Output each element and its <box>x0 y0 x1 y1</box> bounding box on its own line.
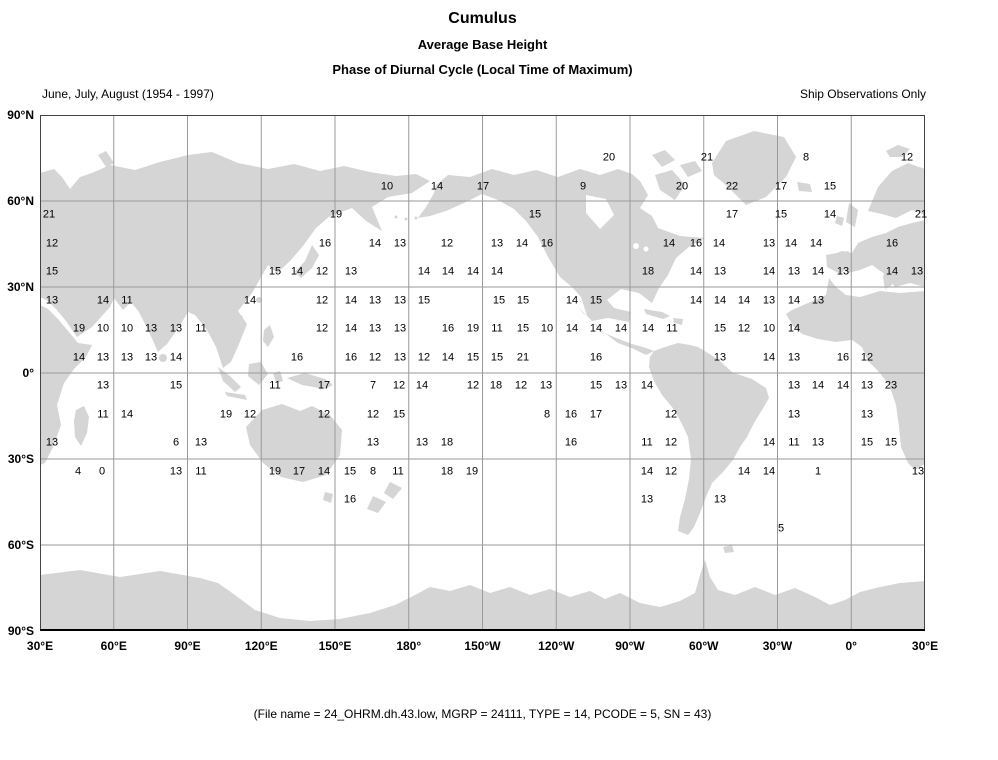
map-value: 13 <box>96 379 110 392</box>
map-value: 15 <box>268 265 282 278</box>
map-value: 14 <box>344 322 358 335</box>
map-value: 12 <box>315 322 329 335</box>
map-value: 10 <box>120 322 134 335</box>
map-value: 11 <box>491 322 503 335</box>
map-value: 15 <box>713 322 727 335</box>
map-value: 16 <box>836 351 850 364</box>
map-value: 12 <box>315 294 329 307</box>
map-value: 19 <box>72 322 86 335</box>
figure-title: Cumulus <box>448 10 517 27</box>
map-value: 13 <box>910 265 924 278</box>
map-value: 12 <box>466 379 480 392</box>
map-value: 13 <box>45 436 59 449</box>
map-value: 13 <box>393 237 407 250</box>
map-value: 23 <box>884 379 898 392</box>
y-axis-label: 30°N <box>7 280 34 294</box>
map-value: 11 <box>641 436 653 449</box>
map-value: 12 <box>514 379 528 392</box>
figure-subtitle-statistic: Phase of Diurnal Cycle (Local Time of Maximum) <box>332 62 633 77</box>
map-value: 11 <box>666 322 678 335</box>
map-value: 14 <box>120 408 134 421</box>
map-value: 14 <box>169 351 183 364</box>
map-value: 16 <box>318 237 332 250</box>
season-note: June, July, August (1954 - 1997) <box>42 87 214 101</box>
map-value: 15 <box>490 351 504 364</box>
map-value: 14 <box>243 294 257 307</box>
x-axis-label: 120°E <box>244 639 278 653</box>
map-value: 12 <box>417 351 431 364</box>
x-axis-label: 150°E <box>318 639 352 653</box>
map-value: 21 <box>914 208 928 221</box>
map-value: 13 <box>811 294 825 307</box>
map-value: 14 <box>96 294 110 307</box>
map-value: 12 <box>664 436 678 449</box>
map-value: 16 <box>540 237 554 250</box>
map-value: 14 <box>641 322 655 335</box>
map-value: 22 <box>725 180 739 193</box>
x-axis-label: 90°W <box>615 639 645 653</box>
map-value: 7 <box>369 379 377 392</box>
map-value: 11 <box>392 465 404 478</box>
map-value: 16 <box>885 237 899 250</box>
map-value: 14 <box>689 294 703 307</box>
x-axis-label: 90°E <box>174 639 201 653</box>
map-value: 12 <box>860 351 874 364</box>
map-value: 12 <box>317 408 331 421</box>
map-value: 9 <box>579 180 587 193</box>
map-value: 15 <box>774 208 788 221</box>
map-value: 14 <box>737 294 751 307</box>
file-caption: (File name = 24_OHRM.dh.43.low, MGRP = 24111, TYPE = 14, PCODE = 5, SN = 43) <box>253 707 712 721</box>
map-value: 17 <box>774 180 788 193</box>
map-value: 15 <box>884 436 898 449</box>
map-value: 14 <box>787 294 801 307</box>
map-value: 10 <box>380 180 394 193</box>
map-value: 13 <box>393 294 407 307</box>
y-axis-label: 0° <box>22 366 34 380</box>
x-axis-label: 60°W <box>689 639 719 653</box>
map-value: 12 <box>737 322 751 335</box>
map-value: 12 <box>392 379 406 392</box>
map-value: 14 <box>784 237 798 250</box>
map-value: 14 <box>885 265 899 278</box>
map-value: 13 <box>120 351 134 364</box>
map-value: 8 <box>802 151 810 164</box>
x-axis-label: 180° <box>396 639 422 653</box>
map-value: 16 <box>689 237 703 250</box>
map-value: 19 <box>465 465 479 478</box>
x-axis-label: 30°W <box>762 639 793 653</box>
map-value: 18 <box>641 265 655 278</box>
map-value: 14 <box>368 237 382 250</box>
map-value: 14 <box>811 265 825 278</box>
map-value: 6 <box>172 436 180 449</box>
y-axis-labels <box>0 108 36 638</box>
map-value: 14 <box>712 237 726 250</box>
map-value: 13 <box>368 322 382 335</box>
map-value: 16 <box>344 351 358 364</box>
map-value: 14 <box>762 265 776 278</box>
map-value: 16 <box>564 436 578 449</box>
map-value: 14 <box>762 351 776 364</box>
map-value: 12 <box>243 408 257 421</box>
map-value: 17 <box>476 180 490 193</box>
map-value: 14 <box>640 379 654 392</box>
map-value: 11 <box>195 465 207 478</box>
map-value: 17 <box>317 379 331 392</box>
map-value: 14 <box>565 322 579 335</box>
map-value: 14 <box>809 237 823 250</box>
map-value: 13 <box>860 408 874 421</box>
map-value: 14 <box>417 265 431 278</box>
map-value: 15 <box>45 265 59 278</box>
map-value: 14 <box>490 265 504 278</box>
map-value: 15 <box>466 351 480 364</box>
map-value: 19 <box>268 465 282 478</box>
map-value: 12 <box>664 465 678 478</box>
map-value: 14 <box>565 294 579 307</box>
map-value: 16 <box>343 493 357 506</box>
map-value: 10 <box>96 322 110 335</box>
map-value: 13 <box>762 237 776 250</box>
map-value: 19 <box>466 322 480 335</box>
map-value: 5 <box>777 522 785 535</box>
map-value: 15 <box>589 379 603 392</box>
y-axis-label: 90°N <box>7 108 34 122</box>
map-value: 13 <box>366 436 380 449</box>
map-value: 11 <box>121 294 133 307</box>
map-value: 13 <box>344 265 358 278</box>
map-value: 13 <box>169 465 183 478</box>
map-value: 13 <box>393 322 407 335</box>
map-value: 13 <box>614 379 628 392</box>
world-map <box>40 115 928 631</box>
map-value: 14 <box>713 294 727 307</box>
map-value: 13 <box>368 294 382 307</box>
x-axis-label: 30°E <box>26 639 54 653</box>
map-value: 14 <box>689 265 703 278</box>
map-value: 19 <box>329 208 343 221</box>
x-axis-label: 30°E <box>911 639 939 653</box>
map-value: 11 <box>195 322 207 335</box>
map-value: 11 <box>269 379 281 392</box>
map-value: 14 <box>762 436 776 449</box>
map-value: 13 <box>787 408 801 421</box>
x-axis-labels <box>26 639 939 655</box>
map-value: 20 <box>675 180 689 193</box>
map-value: 13 <box>45 294 59 307</box>
x-axis-label: 150°W <box>464 639 501 653</box>
map-value: 13 <box>787 265 801 278</box>
map-value: 14 <box>836 379 850 392</box>
map-value: 11 <box>788 436 800 449</box>
map-value: 13 <box>713 493 727 506</box>
map-value: 13 <box>713 265 727 278</box>
map-value: 13 <box>811 436 825 449</box>
map-value: 14 <box>441 351 455 364</box>
map-value: 14 <box>589 322 603 335</box>
map-value: 15 <box>516 294 530 307</box>
map-value: 16 <box>589 351 603 364</box>
map-value: 13 <box>860 379 874 392</box>
y-axis-label: 90°S <box>7 624 34 638</box>
map-value: 14 <box>762 465 776 478</box>
map-value: 8 <box>543 408 551 421</box>
map-value: 13 <box>713 351 727 364</box>
y-axis-label: 60°N <box>7 194 34 208</box>
map-value: 17 <box>725 208 739 221</box>
map-value: 12 <box>45 237 59 250</box>
map-value: 17 <box>589 408 603 421</box>
x-axis-label: 60°E <box>100 639 127 653</box>
map-value: 13 <box>144 351 158 364</box>
map-value: 13 <box>539 379 553 392</box>
figure-subtitle-variable: Average Base Height <box>417 37 548 52</box>
map-value: 15 <box>492 294 506 307</box>
map-value: 8 <box>369 465 377 478</box>
map-value: 12 <box>368 351 382 364</box>
map-value: 0 <box>98 465 106 478</box>
map-value: 11 <box>97 408 109 421</box>
map-value: 13 <box>144 322 158 335</box>
map-value: 4 <box>74 465 82 478</box>
map-value: 14 <box>290 265 304 278</box>
map-value: 10 <box>540 322 554 335</box>
map-value: 15 <box>823 180 837 193</box>
map-value: 13 <box>836 265 850 278</box>
map-value: 14 <box>787 322 801 335</box>
map-value: 12 <box>664 408 678 421</box>
source-note: Ship Observations Only <box>799 87 926 101</box>
y-axis-label: 60°S <box>7 538 34 552</box>
map-value: 14 <box>640 465 654 478</box>
map-value: 14 <box>441 265 455 278</box>
map-value: 1 <box>814 465 822 478</box>
map-value: 14 <box>72 351 86 364</box>
map-value: 18 <box>440 436 454 449</box>
map-value: 13 <box>415 436 429 449</box>
map-values <box>40 115 928 631</box>
map-value: 12 <box>366 408 380 421</box>
map-value: 16 <box>441 322 455 335</box>
map-value: 13 <box>393 351 407 364</box>
map-value: 17 <box>292 465 306 478</box>
map-value: 18 <box>489 379 503 392</box>
map-value: 15 <box>417 294 431 307</box>
map-value: 14 <box>466 265 480 278</box>
map-value: 16 <box>564 408 578 421</box>
map-value: 10 <box>762 322 776 335</box>
map-value: 13 <box>194 436 208 449</box>
map-value: 14 <box>515 237 529 250</box>
map-value: 21 <box>700 151 714 164</box>
x-axis-label: 120°W <box>538 639 575 653</box>
map-value: 19 <box>219 408 233 421</box>
map-value: 14 <box>430 180 444 193</box>
map-value: 14 <box>614 322 628 335</box>
map-value: 14 <box>344 294 358 307</box>
map-value: 18 <box>440 465 454 478</box>
map-value: 15 <box>343 465 357 478</box>
map-value: 13 <box>911 465 925 478</box>
map-value: 15 <box>528 208 542 221</box>
map-value: 12 <box>900 151 914 164</box>
map-value: 13 <box>787 351 801 364</box>
map-value: 16 <box>290 351 304 364</box>
map-value: 13 <box>169 322 183 335</box>
map-value: 12 <box>440 237 454 250</box>
map-value: 21 <box>516 351 530 364</box>
map-value: 20 <box>602 151 616 164</box>
map-value: 13 <box>96 351 110 364</box>
map-value: 13 <box>490 237 504 250</box>
map-value: 13 <box>640 493 654 506</box>
map-value: 14 <box>823 208 837 221</box>
map-value: 15 <box>860 436 874 449</box>
x-axis-label: 0° <box>845 639 857 653</box>
map-value: 14 <box>662 237 676 250</box>
map-value: 15 <box>169 379 183 392</box>
map-value: 14 <box>415 379 429 392</box>
map-value: 13 <box>762 294 776 307</box>
map-value: 15 <box>392 408 406 421</box>
map-value: 15 <box>516 322 530 335</box>
map-value: 14 <box>317 465 331 478</box>
y-axis-label: 30°S <box>7 452 34 466</box>
map-value: 12 <box>315 265 329 278</box>
map-value: 13 <box>787 379 801 392</box>
map-value: 14 <box>737 465 751 478</box>
map-value: 21 <box>42 208 56 221</box>
map-value: 15 <box>589 294 603 307</box>
map-value: 14 <box>811 379 825 392</box>
